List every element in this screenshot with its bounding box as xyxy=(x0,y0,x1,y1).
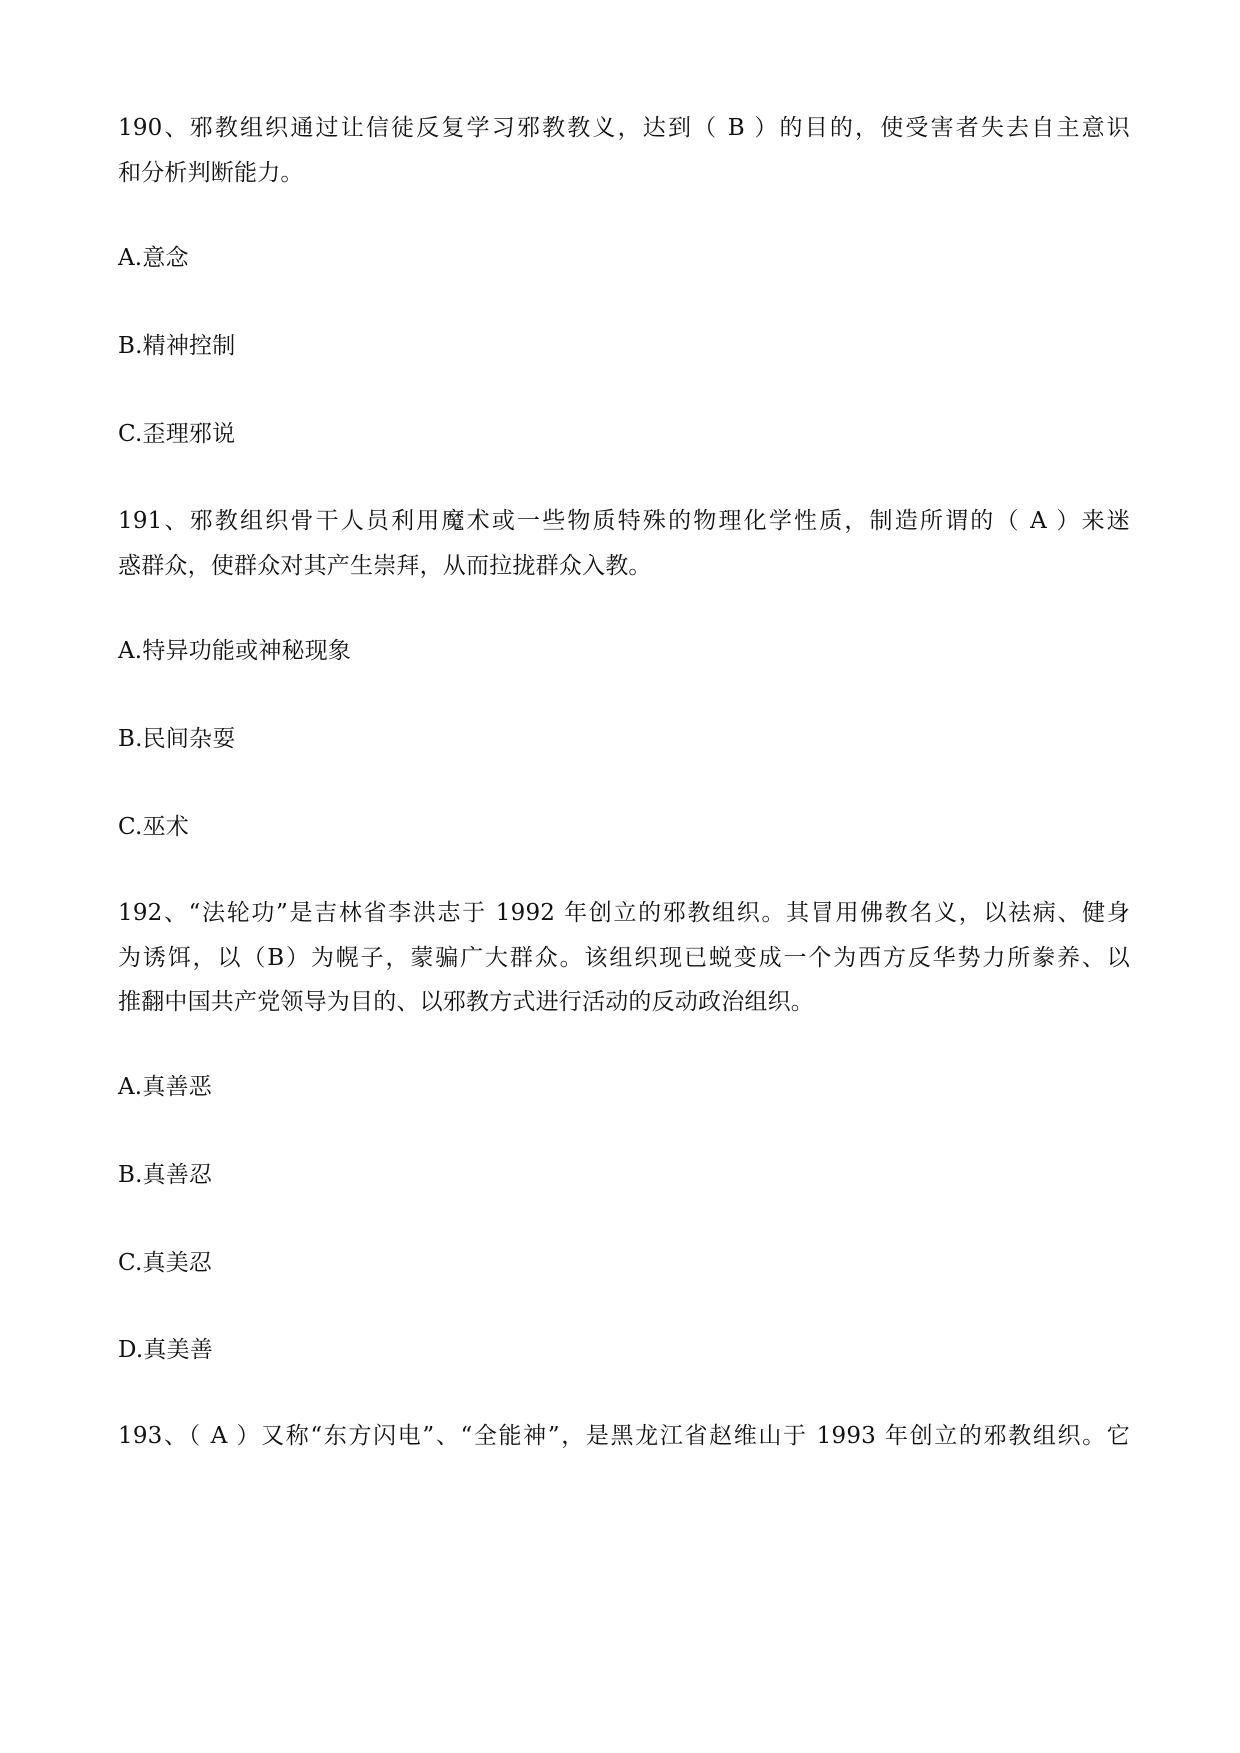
question-192-line-2: 为诱饵，以（B）为幌子，蒙骗广大群众。该组织现已蜕变成一个为西方反华势力所豢养、以 xyxy=(118,945,1130,971)
question-190-option-a: A.意念 xyxy=(118,245,189,271)
question-192-option-d: D.真美善 xyxy=(118,1337,213,1363)
question-190-option-c: C.歪理邪说 xyxy=(118,421,236,447)
question-191-option-a: A.特异功能或神秘现象 xyxy=(118,638,352,664)
question-190-line-1: 190、邪教组织通过让信徒反复学习邪教教义，达到（ B ）的目的，使受害者失去自主意识 xyxy=(118,115,1130,141)
question-191-option-b: B.民间杂耍 xyxy=(118,726,236,752)
question-192-option-a: A.真善恶 xyxy=(118,1074,212,1100)
question-192-line-3: 推翻中国共产党领导为目的、以邪教方式进行活动的反动政治组织。 xyxy=(118,989,814,1015)
question-190-line-2: 和分析判断能力。 xyxy=(118,160,304,186)
question-190-option-b: B.精神控制 xyxy=(118,333,236,359)
question-192-line-1: 192、“法轮功”是吉林省李洪志于 1992 年创立的邪教组织。其冒用佛教名义，以祛病、健身 xyxy=(118,900,1130,926)
question-191-line-2: 惑群众，使群众对其产生崇拜，从而拉拢群众入教。 xyxy=(118,553,652,579)
question-192-option-b: B.真善忍 xyxy=(118,1162,213,1188)
question-191-option-c: C.巫术 xyxy=(118,814,189,840)
question-191-line-1: 191、邪教组织骨干人员利用魔术或一些物质特殊的物理化学性质，制造所谓的（ A ）来迷 xyxy=(118,508,1130,534)
question-193-line-1: 193、（ A ）又称“东方闪电”、“全能神”，是黑龙江省赵维山于 1993 年创立的邪教组织。它 xyxy=(118,1423,1130,1449)
question-192-option-c: C.真美忍 xyxy=(118,1250,213,1276)
